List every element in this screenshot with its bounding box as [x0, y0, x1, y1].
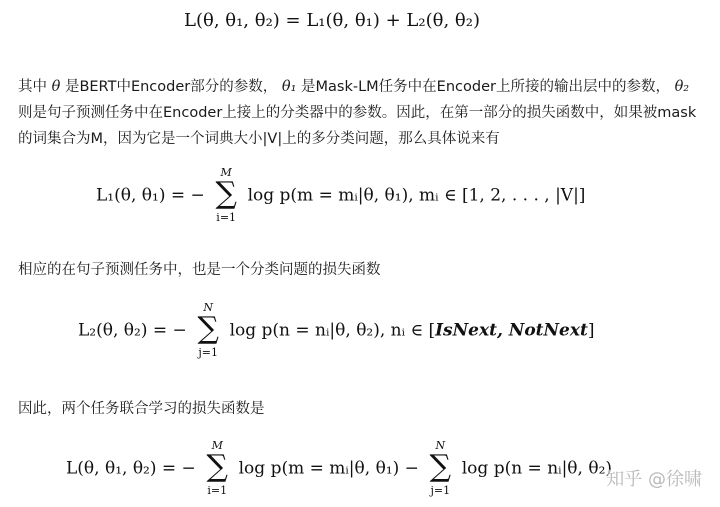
eq1-sum-lower: i=1	[216, 211, 237, 224]
eq3-sum1-upper: M	[211, 439, 223, 452]
eq3-sum2-lower: j=1	[430, 484, 451, 497]
paragraph-nsp: 相应的在句子预测任务中，也是一个分类问题的损失函数	[18, 262, 381, 278]
eq1-rhs: log p(m = mᵢ|θ, θ₁), mᵢ ∈ [1, 2, . . . , |V|]	[247, 185, 586, 206]
top-equation-text: L(θ, θ₁, θ₂) = L₁(θ, θ₁) + L₂(θ, θ₂)	[184, 10, 480, 31]
eq3-mid: log p(m = mᵢ|θ, θ₁) −	[238, 458, 419, 479]
para1-theta2: θ₂	[674, 79, 690, 95]
paragraph-parameters	[18, 74, 708, 152]
eq3-rhs: log p(n = nᵢ|θ, θ₂)	[461, 458, 613, 479]
equation-mlm-loss	[96, 166, 586, 224]
eq3-summation-1: M ∑ i=1	[203, 443, 231, 495]
para1-text-b: 是BERT中Encoder部分的参数，	[64, 79, 278, 95]
eq2-rhs-a: log p(n = nᵢ|θ, θ₂), nᵢ ∈ [	[229, 320, 436, 341]
eq3-summation-2: N ∑ j=1	[426, 443, 454, 495]
equation-joint-loss	[66, 439, 613, 497]
para1-text-c: 是Mask-LM任务中在Encoder上所接的输出层中的参数，	[301, 79, 670, 95]
para1-theta1: θ₁	[281, 79, 297, 95]
paragraph-joint: 因此，两个任务联合学习的损失函数是	[18, 401, 265, 417]
eq2-summation: N ∑ j=1	[194, 305, 222, 357]
eq2-sum-lower: j=1	[198, 346, 218, 359]
para1-text-d: 则是句子预测任务中在Encoder上接上的分类器中的参数。因此，在第一部分的损失函数中，如果被mask的词集合为M，因为它是一个词典大小|V|上的多分类问题，那么具体说来有	[18, 105, 697, 147]
eq2-rhs-labels: IsNext, NotNext	[435, 320, 588, 341]
eq1-sum-upper: M	[220, 166, 232, 179]
eq2-sum-upper: N	[203, 301, 213, 314]
para1-text-a: 其中	[18, 79, 47, 95]
eq1-lhs: L₁(θ, θ₁) = −	[96, 185, 205, 206]
eq2-lhs: L₂(θ, θ₂) = −	[78, 320, 187, 341]
eq3-sum1-lower: i=1	[207, 484, 228, 497]
equation-nsp-loss	[78, 301, 595, 359]
para1-theta: θ	[51, 79, 61, 95]
eq3-sum2-upper: N	[435, 439, 446, 452]
eq3-lhs: L(θ, θ₁, θ₂) = −	[66, 458, 196, 479]
top-equation	[184, 10, 480, 31]
eq1-summation: M ∑ i=1	[212, 170, 240, 222]
zhihu-watermark: 知乎 @徐啸	[606, 469, 702, 490]
eq2-rhs-c: ]	[587, 320, 595, 341]
